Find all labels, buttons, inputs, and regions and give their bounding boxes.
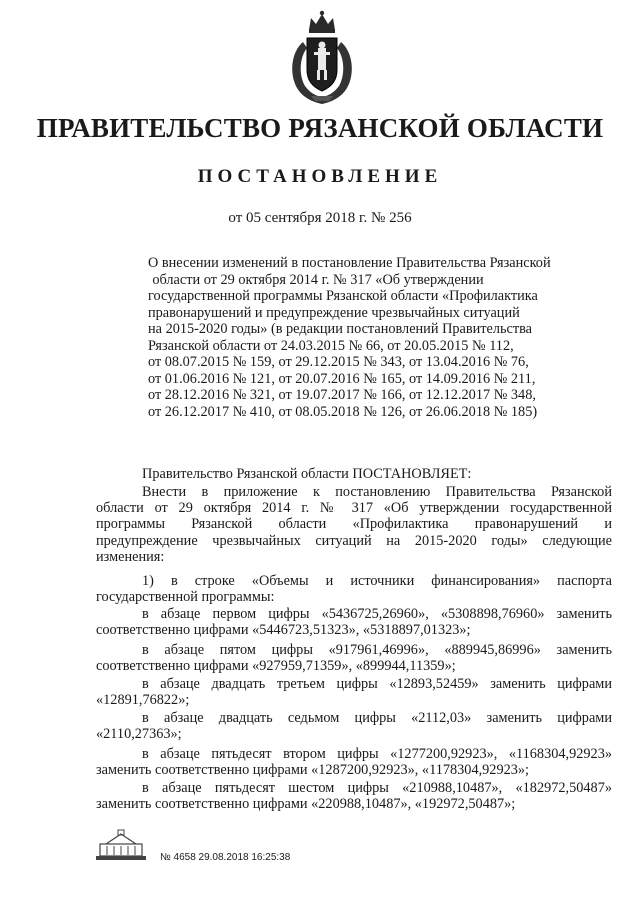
paragraph-line: в абзаце двадцать третьем цифры «12893,52459» заменить цифрами <box>142 676 612 692</box>
paragraph-line: государственной программы: <box>96 589 275 606</box>
decree-line <box>96 466 612 482</box>
paragraph-line: «12891,76822»; <box>96 692 190 709</box>
subject-line: на 2015-2020 годы» (в редакции постановлений Правительства <box>148 321 533 337</box>
subject-line: государственной программы Рязанской области «Профилактика <box>148 288 538 304</box>
paragraph-line: в абзаце пятьдесят втором цифры «1277200,92923», «1168304,92923» <box>142 746 612 762</box>
amendment-paragraph-5 <box>96 746 612 778</box>
amendment-paragraph-4 <box>96 710 612 742</box>
item-1-paragraph <box>96 573 612 605</box>
building-stamp-icon <box>92 826 150 864</box>
document-subject <box>148 255 551 420</box>
paragraph-line: 1) в строке «Объемы и источники финансирования» паспорта <box>142 573 612 589</box>
amendment-paragraph-1 <box>96 606 612 638</box>
paragraph-line: программы Рязанской области «Профилактика правонарушений и <box>96 516 612 533</box>
subject-line: области от 29 октября 2014 г. № 317 «Об утверждении <box>152 271 484 288</box>
amendment-paragraph-2 <box>96 642 612 674</box>
registration-number: № 4658 29.08.2018 16:25:38 <box>160 852 291 863</box>
government-title: ПРАВИТЕЛЬСТВО РЯЗАНСКОЙ ОБЛАСТИ <box>36 113 604 143</box>
amendment-paragraph-3 <box>96 676 612 708</box>
paragraph-line: «2110,27363»; <box>96 726 182 743</box>
decree-text: Правительство Рязанской области ПОСТАНОВЛЯЕТ: <box>142 466 472 482</box>
intro-paragraph <box>96 484 612 565</box>
document-date-number: от 05 сентября 2018 г. № 256 <box>228 210 412 226</box>
paragraph-line: Внести в приложение к постановлению Правительства Рязанской <box>142 484 612 500</box>
amendment-paragraph-6 <box>96 780 612 812</box>
subject-line: правонарушений и предупреждение чрезвычайных ситуаций <box>148 304 520 321</box>
paragraph-line: предупреждение чрезвычайных ситуаций на 2015-2020 годы» следующие <box>96 532 612 549</box>
paragraph-line: соответственно цифрами «927959,71359», «899944,11359»; <box>96 658 456 675</box>
paragraph-line: заменить соответственно цифрами «1287200,92923», «1178304,92923»; <box>96 762 530 779</box>
paragraph-line: в абзаце пятьдесят шестом цифры «210988,10487», «182972,50487» <box>142 780 612 796</box>
paragraph-line: в абзаце двадцать седьмом цифры «2112,03» заменить цифрами <box>142 710 612 726</box>
subject-line: от 01.06.2016 № 121, от 20.07.2016 № 165, от 14.09.2016 № 211, <box>148 370 536 387</box>
paragraph-line: в абзаце пятом цифры «917961,46996», «889945,86996» заменить <box>142 642 612 658</box>
document-type: ПОСТАНОВЛЕНИЕ <box>197 166 443 187</box>
coat-of-arms-icon <box>285 8 359 106</box>
subject-line: от 08.07.2015 № 159, от 29.12.2015 № 343, от 13.04.2016 № 76, <box>148 354 529 370</box>
subject-line: О внесении изменений в постановление Правительства Рязанской <box>148 255 551 271</box>
subject-line: Рязанской области от 24.03.2015 № 66, от 20.05.2015 № 112, <box>148 337 514 354</box>
paragraph-line: изменения: <box>96 548 165 565</box>
subject-line: от 28.12.2016 № 321, от 19.07.2017 № 166, от 12.12.2017 № 348, <box>148 387 536 403</box>
subject-line: от 26.12.2017 № 410, от 08.05.2018 № 126, от 26.06.2018 № 185) <box>148 403 538 420</box>
paragraph-line: соответственно цифрами «5446723,51323», «5318897,01323»; <box>96 622 471 639</box>
paragraph-line: в абзаце первом цифры «5436725,26960», «5308898,76960» заменить <box>142 606 612 622</box>
paragraph-line: заменить соответственно цифрами «220988,10487», «192972,50487»; <box>96 796 516 813</box>
paragraph-line: области от 29 октября 2014 г. № 317 «Об утверждении государственной <box>96 500 612 517</box>
